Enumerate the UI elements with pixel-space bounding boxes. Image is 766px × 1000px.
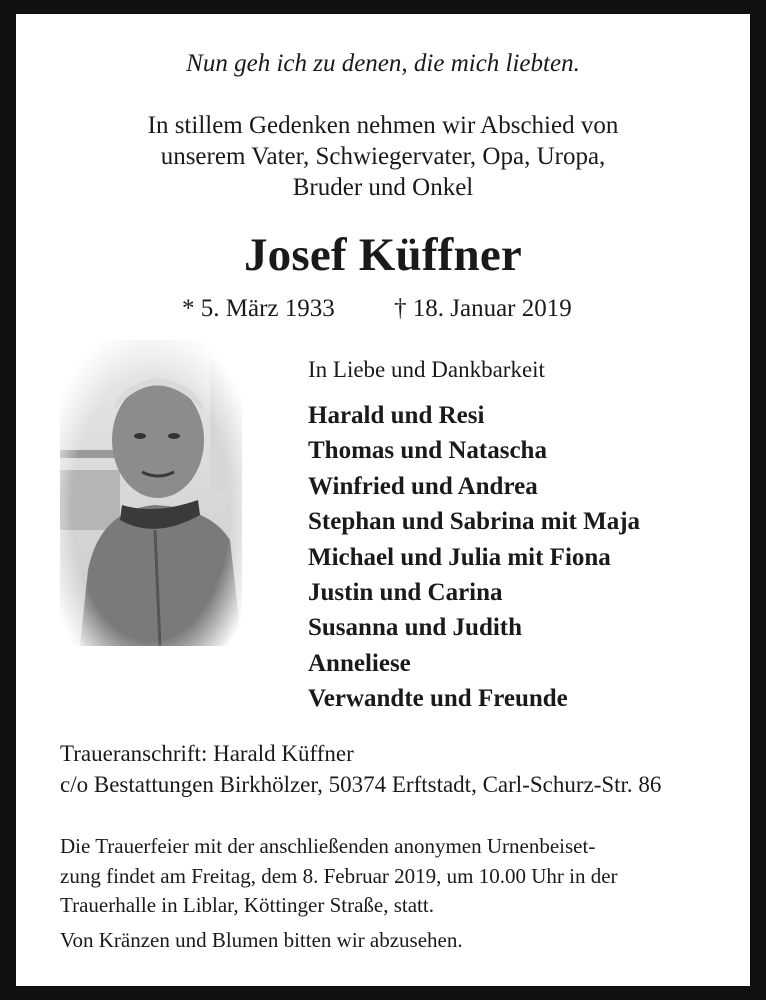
death-date: † 18. Januar 2019 — [394, 295, 572, 322]
deceased-name: Josef Küffner — [243, 229, 522, 281]
intro-line: unserem Vater, Schwiegervater, Opa, Uropa, — [160, 143, 606, 170]
ceremony-line: Die Trauerfeier mit der anschließenden anonymen Urnenbeiset- — [60, 834, 596, 858]
family-member: Harald und Resi — [308, 402, 485, 429]
family-member: Justin und Carina — [308, 579, 503, 607]
family-member: Michael und Julia mit Fiona — [308, 543, 611, 571]
ceremony-line: zung findet am Freitag, dem 8. Februar 2019, um 10.00 Uhr in der — [60, 863, 618, 888]
obituary-card — [16, 14, 750, 986]
family-member: Verwandte und Freunde — [308, 685, 568, 713]
mourning-address — [60, 738, 661, 800]
ceremony-notice — [60, 832, 618, 921]
flower-wishes: Von Kränzen und Blumen bitten wir abzusehen. — [60, 928, 463, 952]
family-member: Susanna und Judith — [308, 614, 523, 642]
birth-date: * 5. März 1933 — [182, 295, 335, 322]
thanks-line: In Liebe und Dankbarkeit — [308, 357, 545, 382]
intro-line: Bruder und Onkel — [292, 174, 474, 201]
family-member: Winfried und Andrea — [308, 472, 538, 500]
family-member: Stephan und Sabrina mit Maja — [308, 508, 641, 536]
intro-text — [16, 110, 750, 203]
motto: Nun geh ich zu denen, die mich liebten. — [186, 50, 580, 77]
family-member: Thomas und Natascha — [308, 437, 547, 465]
address-line: c/o Bestattungen Birkhölzer, 50374 Erftstadt, Carl-Schurz-Str. 86 — [60, 772, 662, 797]
intro-line: In stillem Gedenken nehmen wir Abschied von — [147, 112, 619, 139]
portrait-photo — [60, 340, 242, 646]
family-member: Anneliese — [308, 649, 411, 677]
family-list — [308, 398, 640, 717]
address-line: Traueranschrift: Harald Küffner — [60, 741, 354, 766]
ceremony-line: Trauerhalle in Liblar, Köttinger Straße, statt. — [60, 893, 434, 917]
